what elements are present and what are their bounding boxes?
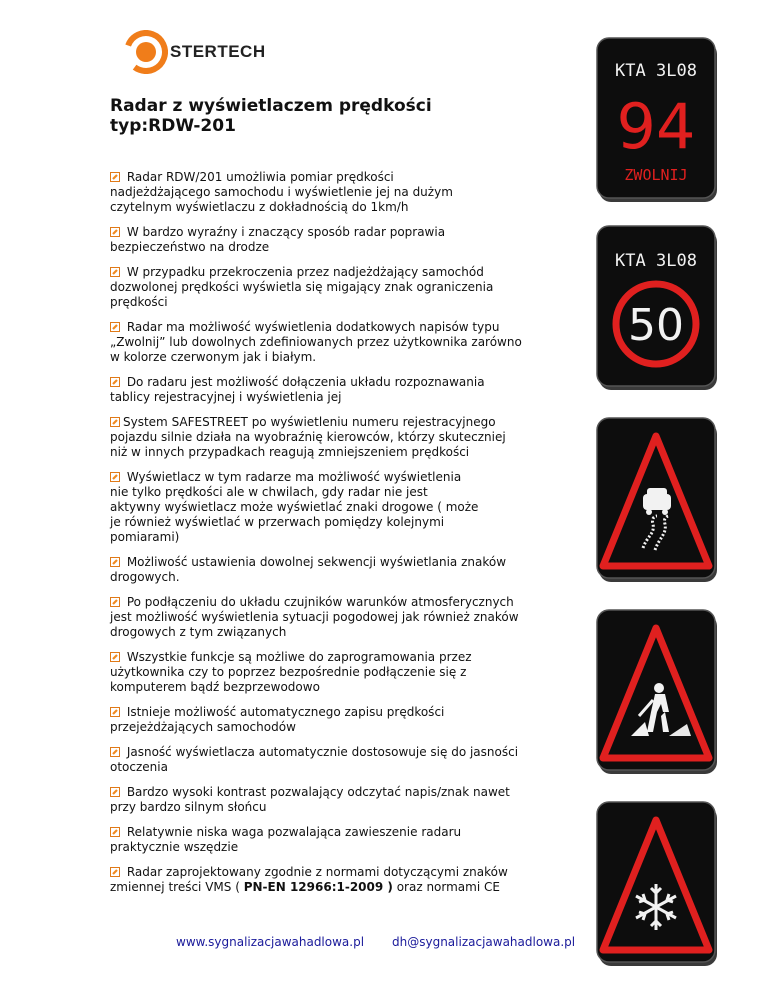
paragraph-text: Radar ma możliwość wyświetlenia dodatkowych napisów typu <box>123 320 500 334</box>
orange-bullet-icon <box>110 267 120 277</box>
road-works-sign <box>595 608 721 778</box>
paragraph-line <box>110 785 570 800</box>
orange-bullet-icon <box>110 707 120 717</box>
feature-paragraph <box>110 225 570 255</box>
paragraph-line <box>110 665 570 680</box>
plate-text: KTA 3L08 <box>615 61 697 81</box>
snow-warning-sign <box>595 800 721 970</box>
paragraph-line <box>110 415 570 430</box>
paragraph-text: Jasność wyświetlacza automatycznie dostosowuje się do jasności <box>123 745 519 759</box>
paragraph-text: „Zwolnij” lub dowolnych zdefiniowanych przez użytkownika zarówno <box>110 335 522 349</box>
paragraph-line <box>110 530 570 545</box>
paragraph-line <box>110 375 570 390</box>
paragraph-text: praktycznie wszędzie <box>110 840 239 854</box>
paragraph-line <box>110 515 570 530</box>
email-link[interactable]: dh@sygnalizacjawahadlowa.pl <box>392 935 576 949</box>
paragraph-line <box>110 240 570 255</box>
orange-bullet-icon <box>110 417 120 427</box>
standard-number: PN-EN 12966:1-2009 ) <box>243 880 393 894</box>
paragraph-text: Do radaru jest możliwość dołączenia układu rozpoznawania <box>123 375 485 389</box>
paragraph-text: Po podłączeniu do układu czujników warunków atmosferycznych <box>123 595 514 609</box>
paragraph-text: pojazdu silnie działa na wyobraźnię kierowców, którzy skuteczniej <box>110 430 506 444</box>
feature-paragraph <box>110 555 570 585</box>
paragraph-text: Relatywnie niska waga pozwalająca zawieszenie radaru <box>123 825 462 839</box>
paragraph-text: otoczenia <box>110 760 168 774</box>
paragraph-text: drogowych z tym związanych <box>110 625 287 639</box>
paragraph-line <box>110 680 570 695</box>
paragraph-text: Istnieje możliwość automatycznego zapisu prędkości <box>123 705 445 719</box>
paragraph-text: System SAFESTREET po wyświetleniu numeru rejestracyjnego <box>123 415 496 429</box>
paragraph-line <box>110 485 570 500</box>
paragraph-text: niż w innych przypadkach reagują zmniejszeniem prędkości <box>110 445 470 459</box>
paragraph-text: jest możliwość wyświetlenia sytuacji pogodowej jak również znaków <box>110 610 519 624</box>
orange-bullet-icon <box>110 787 120 797</box>
paragraph-text: je również wyświetlać w przerwach pomiędzy kolejnymi <box>110 515 445 529</box>
paragraph-text: Wyświetlacz w tym radarze ma możliwość wyświetlenia <box>123 470 462 484</box>
paragraph-line <box>110 170 570 185</box>
paragraph-text: komputerem bądź bezprzewodowo <box>110 680 320 694</box>
feature-paragraph <box>110 825 570 855</box>
paragraph-text: Możliwość ustawienia dowolnej sekwencji wyświetlania znaków <box>123 555 507 569</box>
paragraph-text: Radar RDW/201 umożliwia pomiar prędkości <box>123 170 394 184</box>
paragraph-line <box>110 500 570 515</box>
paragraph-text: czytelnym wyświetlaczu z dokładnością do 1km/h <box>110 200 409 214</box>
limit-value: 50 <box>628 300 684 351</box>
paragraph-line <box>110 320 570 335</box>
feature-paragraph <box>110 320 570 365</box>
paragraph-text: dozwolonej prędkości wyświetla się migający znak ograniczenia <box>110 280 494 294</box>
feature-paragraph <box>110 265 570 310</box>
feature-paragraph <box>110 745 570 775</box>
paragraph-line <box>110 430 570 445</box>
website-link[interactable]: www.sygnalizacjawahadlowa.pl <box>176 935 365 949</box>
paragraph-line <box>110 445 570 460</box>
feature-paragraph <box>110 415 570 460</box>
orange-bullet-icon <box>110 227 120 237</box>
speed-display-sign <box>595 36 721 206</box>
paragraph-line <box>110 350 570 365</box>
orange-bullet-icon <box>110 652 120 662</box>
orange-bullet-icon <box>110 597 120 607</box>
paragraph-line <box>110 225 570 240</box>
stertech-logo <box>124 30 266 74</box>
paragraph-text: użytkownika czy to poprzez bezpośrednie podłączenie się z <box>110 665 467 679</box>
feature-paragraph-last <box>110 865 570 895</box>
paragraph-line <box>110 200 570 215</box>
orange-bullet-icon <box>110 322 120 332</box>
last-line-2-post: oraz normami CE <box>392 880 500 894</box>
last-line-2-pre: zmiennej treści VMS ( <box>110 880 244 894</box>
feature-paragraph <box>110 785 570 815</box>
paragraph-line <box>110 800 570 815</box>
paragraph-line <box>110 595 570 610</box>
paragraph-line <box>110 570 570 585</box>
paragraph-line <box>110 295 570 310</box>
paragraph-line <box>110 390 570 405</box>
stertech-logo-icon <box>124 30 168 74</box>
orange-bullet-icon <box>110 867 120 877</box>
title-line-2: typ:RDW-201 <box>110 116 236 136</box>
paragraph-line <box>110 265 570 280</box>
orange-bullet-icon <box>110 827 120 837</box>
paragraph-text: Bardzo wysoki kontrast pozwalający odczytać napis/znak nawet <box>123 785 510 799</box>
orange-bullet-icon <box>110 172 120 182</box>
paragraph-text: pomiarami) <box>110 530 180 544</box>
paragraph-line <box>110 335 570 350</box>
paragraph-line <box>110 625 570 640</box>
paragraph-text: tablicy rejestracyjnej i wyświetlenia jej <box>110 390 342 404</box>
paragraph-line <box>110 610 570 625</box>
paragraph-text: aktywny wyświetlacz może wyświetlać znaki drogowe ( może <box>110 500 479 514</box>
paragraph-line <box>110 470 570 485</box>
paragraph-text: prędkości <box>110 295 168 309</box>
slippery-road-sign <box>595 416 721 586</box>
feature-paragraph <box>110 705 570 735</box>
feature-paragraph <box>110 650 570 695</box>
paragraph-text: bezpieczeństwo na drodze <box>110 240 270 254</box>
feature-paragraph <box>110 170 570 215</box>
logo-text: STERTECH <box>170 42 266 61</box>
paragraph-text: W przypadku przekroczenia przez nadjeżdżający samochód <box>123 265 484 279</box>
orange-bullet-icon <box>110 747 120 757</box>
feature-list <box>110 170 570 905</box>
slow-text: ZWOLNIJ <box>624 166 688 184</box>
paragraph-text: nie tylko prędkości ale w chwilach, gdy radar nie jest <box>110 485 428 499</box>
paragraph-line <box>110 705 570 720</box>
plate-text-2: KTA 3L08 <box>615 251 697 271</box>
speed-value: 94 <box>616 90 696 163</box>
feature-paragraph <box>110 595 570 640</box>
paragraph-line <box>110 720 570 735</box>
orange-bullet-icon <box>110 377 120 387</box>
paragraph-text: drogowych. <box>110 570 180 584</box>
paragraph-line <box>110 650 570 665</box>
orange-bullet-icon <box>110 472 120 482</box>
feature-paragraph <box>110 375 570 405</box>
last-line-1: Radar zaprojektowany zgodnie z normami dotyczącymi znaków <box>123 865 508 879</box>
paragraph-text: przy bardzo silnym słońcu <box>110 800 267 814</box>
paragraph-text: w kolorze czerwonym jak i białym. <box>110 350 317 364</box>
paragraph-line <box>110 825 570 840</box>
paragraph-text: Wszystkie funkcje są możliwe do zaprogramowania przez <box>123 650 472 664</box>
paragraph-text: przejeżdżających samochodów <box>110 720 296 734</box>
paragraph-text: nadjeżdżającego samochodu i wyświetlenie jej na dużym <box>110 185 453 199</box>
paragraph-text: W bardzo wyraźny i znaczący sposób radar poprawia <box>123 225 446 239</box>
feature-paragraph <box>110 470 570 545</box>
paragraph-line <box>110 745 570 760</box>
orange-bullet-icon <box>110 557 120 567</box>
paragraph-line <box>110 840 570 855</box>
paragraph-line <box>110 185 570 200</box>
paragraph-line <box>110 760 570 775</box>
paragraph-line <box>110 555 570 570</box>
page-title <box>110 96 510 136</box>
paragraph-line <box>110 280 570 295</box>
speed-limit-sign <box>595 224 721 394</box>
title-line-1: Radar z wyświetlaczem prędkości <box>110 96 432 116</box>
